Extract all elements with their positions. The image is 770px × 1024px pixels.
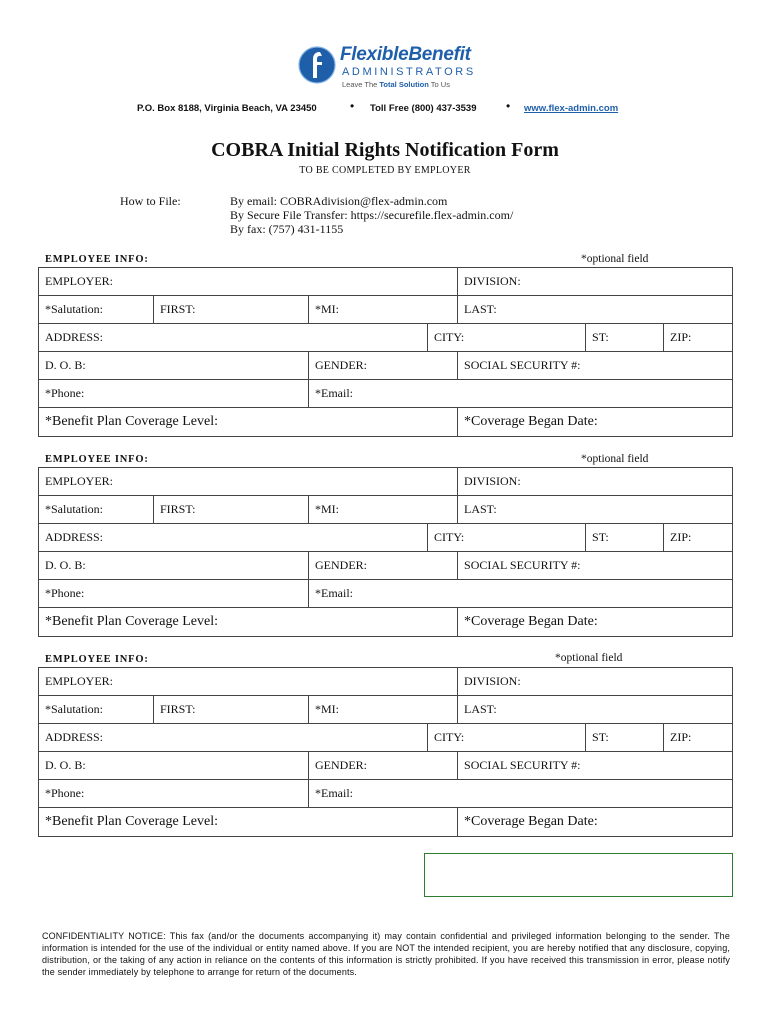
coverage-date-field[interactable]: *Coverage Began Date:: [458, 408, 733, 437]
ssn-field[interactable]: SOCIAL SECURITY #:: [458, 552, 733, 580]
city-field[interactable]: CITY:: [428, 524, 586, 552]
middle-initial-field[interactable]: *MI:: [309, 496, 458, 524]
optional-note: *optional field: [581, 253, 649, 265]
city-field[interactable]: CITY:: [428, 324, 586, 352]
f-logo-icon: [298, 46, 336, 84]
file-method-fax: By fax: (757) 431-1155: [230, 222, 344, 236]
ssn-field[interactable]: SOCIAL SECURITY #:: [458, 352, 733, 380]
mailing-address: P.O. Box 8188, Virginia Beach, VA 23450: [137, 103, 317, 114]
form-title: COBRA Initial Rights Notification Form: [211, 139, 559, 161]
website-link[interactable]: www.flex-admin.com: [524, 103, 619, 114]
email-field[interactable]: *Email:: [309, 580, 733, 608]
dob-field[interactable]: D. O. B:: [39, 352, 309, 380]
state-field[interactable]: ST:: [586, 324, 664, 352]
salutation-field[interactable]: *Salutation:: [39, 296, 154, 324]
salutation-field[interactable]: *Salutation:: [39, 696, 154, 724]
section-heading: EMPLOYEE INFO:: [45, 254, 149, 265]
gender-field[interactable]: GENDER:: [309, 752, 458, 780]
logo-subtitle: ADMINISTRATORS: [342, 66, 476, 78]
phone-field[interactable]: *Phone:: [39, 780, 309, 808]
last-name-field[interactable]: LAST:: [458, 496, 733, 524]
coverage-date-field[interactable]: *Coverage Began Date:: [458, 608, 733, 637]
employer-field[interactable]: EMPLOYER:: [39, 468, 458, 496]
signature-box[interactable]: [424, 853, 733, 897]
dob-field[interactable]: D. O. B:: [39, 552, 309, 580]
toll-free-phone: Toll Free (800) 437-3539: [370, 103, 477, 114]
state-field[interactable]: ST:: [586, 524, 664, 552]
company-logo: [298, 44, 478, 94]
employer-field[interactable]: EMPLOYER:: [39, 668, 458, 696]
coverage-level-field[interactable]: *Benefit Plan Coverage Level:: [39, 408, 458, 437]
employee-info-table: [38, 267, 733, 437]
optional-note: *optional field: [581, 453, 649, 465]
first-name-field[interactable]: FIRST:: [154, 496, 309, 524]
coverage-date-field[interactable]: *Coverage Began Date:: [458, 808, 733, 837]
first-name-field[interactable]: FIRST:: [154, 696, 309, 724]
separator-dot: •: [350, 99, 355, 113]
salutation-field[interactable]: *Salutation:: [39, 496, 154, 524]
how-to-file-label: How to File:: [120, 194, 181, 208]
middle-initial-field[interactable]: *MI:: [309, 296, 458, 324]
section-heading: EMPLOYEE INFO:: [45, 454, 149, 465]
gender-field[interactable]: GENDER:: [309, 552, 458, 580]
logo-tagline: Leave The Total Solution To Us: [342, 80, 450, 89]
email-field[interactable]: *Email:: [309, 380, 733, 408]
employee-info-table: [38, 667, 733, 837]
employer-field[interactable]: EMPLOYER:: [39, 268, 458, 296]
coverage-level-field[interactable]: *Benefit Plan Coverage Level:: [39, 608, 458, 637]
separator-dot: •: [506, 99, 511, 113]
coverage-level-field[interactable]: *Benefit Plan Coverage Level:: [39, 808, 458, 837]
email-field[interactable]: *Email:: [309, 780, 733, 808]
middle-initial-field[interactable]: *MI:: [309, 696, 458, 724]
logo-name: FlexibleBenefit: [340, 44, 471, 65]
state-field[interactable]: ST:: [586, 724, 664, 752]
dob-field[interactable]: D. O. B:: [39, 752, 309, 780]
division-field[interactable]: DIVISION:: [458, 268, 733, 296]
last-name-field[interactable]: LAST:: [458, 696, 733, 724]
address-field[interactable]: ADDRESS:: [39, 524, 428, 552]
zip-field[interactable]: ZIP:: [664, 724, 733, 752]
phone-field[interactable]: *Phone:: [39, 380, 309, 408]
confidentiality-notice: CONFIDENTIALITY NOTICE: This fax (and/or the documents accompanying it) may contain confidential and privileged information belonging to the sender. The information is intended for the use of the individual or entity named above. If you are NOT the intended recipient, you are hereby notified that any disclosure, copying, distribution, or the taking of any action in reliance on the contents of this information is strictly prohibited. If you have received this transmission in error, please notify the sender immediately by telephone to arrange for return of the documents.: [42, 931, 730, 977]
address-field[interactable]: ADDRESS:: [39, 324, 428, 352]
zip-field[interactable]: ZIP:: [664, 324, 733, 352]
first-name-field[interactable]: FIRST:: [154, 296, 309, 324]
zip-field[interactable]: ZIP:: [664, 524, 733, 552]
phone-field[interactable]: *Phone:: [39, 580, 309, 608]
ssn-field[interactable]: SOCIAL SECURITY #:: [458, 752, 733, 780]
division-field[interactable]: DIVISION:: [458, 468, 733, 496]
city-field[interactable]: CITY:: [428, 724, 586, 752]
last-name-field[interactable]: LAST:: [458, 296, 733, 324]
division-field[interactable]: DIVISION:: [458, 668, 733, 696]
gender-field[interactable]: GENDER:: [309, 352, 458, 380]
form-subtitle: TO BE COMPLETED BY EMPLOYER: [299, 165, 471, 176]
employee-info-table: [38, 467, 733, 637]
file-method-sft: By Secure File Transfer: https://securefile.flex-admin.com/: [230, 208, 514, 222]
address-field[interactable]: ADDRESS:: [39, 724, 428, 752]
section-heading: EMPLOYEE INFO:: [45, 654, 149, 665]
file-method-email: By email: COBRAdivision@flex-admin.com: [230, 194, 448, 208]
optional-note: *optional field: [555, 652, 623, 664]
